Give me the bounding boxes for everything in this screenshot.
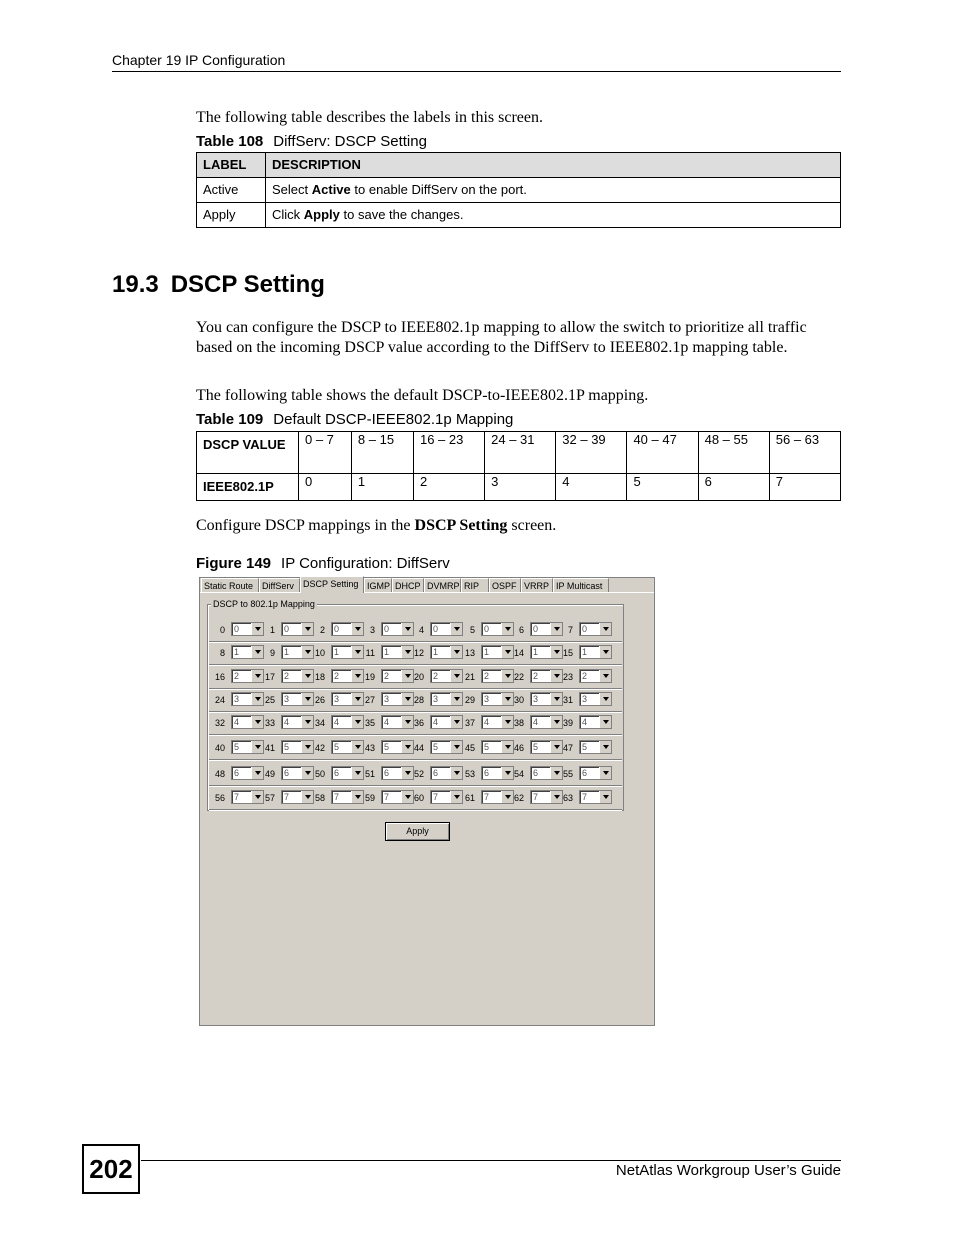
priority-value: 5 bbox=[234, 742, 240, 752]
tab-rip[interactable]: RIP bbox=[461, 578, 489, 592]
dscp-label: 35 bbox=[364, 718, 375, 728]
dscp-label: 16 bbox=[214, 672, 225, 682]
table-row: Active Select Active to enable DiffServ on the port. bbox=[197, 178, 841, 203]
priority-value: 3 bbox=[533, 694, 539, 704]
priority-value: 6 bbox=[334, 768, 340, 778]
dscp-label: 29 bbox=[464, 695, 475, 705]
dscp-label: 49 bbox=[264, 769, 275, 779]
table-108-caption: Table 108 DiffServ: DSCP Setting bbox=[196, 133, 427, 150]
mapping-row bbox=[209, 665, 622, 689]
chapter-header: Chapter 19 IP Configuration bbox=[112, 52, 286, 68]
priority-value: 1 bbox=[334, 647, 340, 657]
chevron-down-icon[interactable] bbox=[599, 646, 611, 658]
dscp-label: 26 bbox=[314, 695, 325, 705]
dscp-label: 55 bbox=[562, 769, 573, 779]
priority-value: 0 bbox=[582, 624, 588, 634]
section-heading: 19.3 DSCP Setting bbox=[112, 271, 325, 298]
priority-value: 0 bbox=[334, 624, 340, 634]
chevron-down-icon[interactable] bbox=[599, 623, 611, 635]
priority-value: 7 bbox=[484, 792, 490, 802]
dscp-label: 46 bbox=[513, 743, 524, 753]
dscp-label: 34 bbox=[314, 718, 325, 728]
dscp-label: 37 bbox=[464, 718, 475, 728]
dscp-label: 59 bbox=[364, 793, 375, 803]
chevron-down-icon[interactable] bbox=[599, 716, 611, 728]
priority-value: 7 bbox=[533, 792, 539, 802]
dscp-label: 41 bbox=[264, 743, 275, 753]
dscp-label: 14 bbox=[513, 648, 524, 658]
dscp-label: 47 bbox=[562, 743, 573, 753]
priority-value: 3 bbox=[334, 694, 340, 704]
priority-value: 1 bbox=[484, 647, 490, 657]
dscp-label: 15 bbox=[562, 648, 573, 658]
dscp-label: 53 bbox=[464, 769, 475, 779]
dscp-label: 21 bbox=[464, 672, 475, 682]
dscp-label: 39 bbox=[562, 718, 573, 728]
chevron-down-icon[interactable] bbox=[599, 791, 611, 803]
dscp-label: 61 bbox=[464, 793, 475, 803]
priority-value: 2 bbox=[533, 671, 539, 681]
priority-value: 0 bbox=[433, 624, 439, 634]
priority-value: 4 bbox=[234, 717, 240, 727]
dscp-label: 3 bbox=[369, 625, 375, 635]
priority-value: 1 bbox=[384, 647, 390, 657]
dscp-label: 7 bbox=[567, 625, 573, 635]
priority-value: 0 bbox=[234, 624, 240, 634]
priority-value: 2 bbox=[284, 671, 290, 681]
priority-select[interactable] bbox=[579, 692, 612, 706]
col-header-label: LABEL bbox=[197, 153, 266, 178]
dscp-label: 20 bbox=[413, 672, 424, 682]
priority-value: 2 bbox=[384, 671, 390, 681]
priority-select[interactable] bbox=[579, 715, 612, 729]
dscp-label: 38 bbox=[513, 718, 524, 728]
priority-value: 3 bbox=[284, 694, 290, 704]
table-109: DSCP VALUE 0 – 7 8 – 15 16 – 23 24 – 31 32 – 39 40 – 47 48 – 55 56 – 63 IEEE802.1P 0 1 2 3 4 5 6 7 bbox=[196, 431, 841, 501]
dscp-label: 32 bbox=[214, 718, 225, 728]
table-108 bbox=[196, 152, 841, 228]
dscp-label: 51 bbox=[364, 769, 375, 779]
dscp-label: 25 bbox=[264, 695, 275, 705]
tab-ospf[interactable]: OSPF bbox=[489, 578, 521, 592]
priority-value: 7 bbox=[284, 792, 290, 802]
tab-dhcp[interactable]: DHCP bbox=[392, 578, 424, 592]
intro-text: The following table describes the labels in this screen. bbox=[196, 109, 544, 126]
dscp-label: 31 bbox=[562, 695, 573, 705]
dscp-label: 8 bbox=[219, 648, 225, 658]
dscp-label: 23 bbox=[562, 672, 573, 682]
priority-value: 6 bbox=[582, 768, 588, 778]
mapping-row bbox=[209, 786, 622, 810]
mapping-row bbox=[209, 711, 622, 735]
priority-value: 0 bbox=[384, 624, 390, 634]
priority-value: 5 bbox=[384, 742, 390, 752]
priority-value: 1 bbox=[433, 647, 439, 657]
priority-value: 6 bbox=[234, 768, 240, 778]
priority-value: 6 bbox=[384, 768, 390, 778]
priority-value: 2 bbox=[433, 671, 439, 681]
priority-value: 5 bbox=[484, 742, 490, 752]
dscp-label: 45 bbox=[464, 743, 475, 753]
dscp-label: 11 bbox=[365, 648, 375, 658]
priority-select[interactable] bbox=[579, 622, 612, 636]
priority-value: 3 bbox=[433, 694, 439, 704]
body-paragraph: You can configure the DSCP to IEEE802.1p mapping to allow the switch to prioritize all traffic based on the incoming DSCP value according to the DiffServ to IEEE802.1p mapping table. bbox=[196, 319, 807, 356]
priority-value: 3 bbox=[484, 694, 490, 704]
page-number: 202 bbox=[82, 1144, 140, 1194]
chevron-down-icon[interactable] bbox=[599, 767, 611, 779]
priority-value: 7 bbox=[433, 792, 439, 802]
body-paragraph: Configure DSCP mappings in the DSCP Setting screen. bbox=[196, 517, 557, 534]
table-row: Apply Click Apply to save the changes. bbox=[197, 203, 841, 228]
body-paragraph: The following table shows the default DSCP-to-IEEE802.1P mapping. bbox=[196, 387, 649, 404]
dscp-label: 6 bbox=[518, 625, 524, 635]
dscp-label: 12 bbox=[413, 648, 424, 658]
dscp-label: 28 bbox=[413, 695, 424, 705]
priority-value: 0 bbox=[533, 624, 539, 634]
dscp-label: 58 bbox=[314, 793, 325, 803]
priority-value: 7 bbox=[234, 792, 240, 802]
tab-static-route[interactable]: Static Route bbox=[201, 578, 259, 592]
row-header-dscp: DSCP VALUE bbox=[197, 432, 299, 474]
priority-value: 1 bbox=[284, 647, 290, 657]
priority-select[interactable] bbox=[579, 766, 612, 780]
priority-value: 5 bbox=[334, 742, 340, 752]
chevron-down-icon[interactable] bbox=[599, 693, 611, 705]
mapping-row bbox=[209, 641, 622, 665]
priority-value: 4 bbox=[433, 717, 439, 727]
apply-button[interactable]: Apply bbox=[385, 822, 450, 841]
dscp-label: 33 bbox=[264, 718, 275, 728]
tab-igmp[interactable]: IGMP bbox=[364, 578, 392, 592]
dscp-label: 2 bbox=[319, 625, 325, 635]
priority-value: 6 bbox=[433, 768, 439, 778]
dscp-label: 4 bbox=[418, 625, 424, 635]
dscp-label: 43 bbox=[364, 743, 375, 753]
dscp-label: 19 bbox=[364, 672, 375, 682]
priority-select[interactable] bbox=[579, 740, 612, 754]
priority-value: 1 bbox=[234, 647, 240, 657]
tab-vrrp[interactable]: VRRP bbox=[521, 578, 553, 592]
tab-ip-multicast[interactable]: IP Multicast bbox=[553, 578, 609, 592]
priority-value: 7 bbox=[582, 792, 588, 802]
priority-value: 2 bbox=[334, 671, 340, 681]
chevron-down-icon[interactable] bbox=[599, 741, 611, 753]
priority-value: 0 bbox=[484, 624, 490, 634]
priority-value: 2 bbox=[484, 671, 490, 681]
tab-dscp-setting[interactable]: DSCP Setting bbox=[300, 576, 364, 593]
dscp-label: 48 bbox=[214, 769, 225, 779]
dscp-label: 18 bbox=[314, 672, 325, 682]
mapping-row bbox=[209, 762, 622, 786]
priority-value: 4 bbox=[334, 717, 340, 727]
priority-value: 3 bbox=[582, 694, 588, 704]
dscp-label: 44 bbox=[413, 743, 424, 753]
col-header-description: DESCRIPTION bbox=[266, 153, 841, 178]
priority-value: 0 bbox=[284, 624, 290, 634]
dscp-label: 62 bbox=[513, 793, 524, 803]
priority-value: 4 bbox=[284, 717, 290, 727]
priority-value: 4 bbox=[384, 717, 390, 727]
dscp-label: 40 bbox=[214, 743, 225, 753]
dscp-label: 36 bbox=[413, 718, 424, 728]
row-header-ieee: IEEE802.1P bbox=[197, 474, 299, 501]
priority-value: 6 bbox=[484, 768, 490, 778]
dscp-label: 27 bbox=[364, 695, 375, 705]
priority-select[interactable] bbox=[579, 645, 612, 659]
figure-caption: Figure 149 IP Configuration: DiffServ bbox=[196, 555, 450, 572]
priority-value: 7 bbox=[384, 792, 390, 802]
priority-value: 1 bbox=[582, 647, 588, 657]
tab-underline bbox=[200, 592, 654, 593]
priority-value: 1 bbox=[533, 647, 539, 657]
dscp-label: 42 bbox=[314, 743, 325, 753]
header-rule bbox=[112, 71, 841, 72]
mapping-group-label: DSCP to 802.1p Mapping bbox=[213, 599, 315, 609]
footer-guide-title: NetAtlas Workgroup User’s Guide bbox=[615, 1162, 841, 1179]
priority-value: 3 bbox=[234, 694, 240, 704]
priority-value: 4 bbox=[484, 717, 490, 727]
table-109-caption: Table 109 Default DSCP-IEEE802.1p Mapping bbox=[196, 411, 514, 428]
dscp-label: 60 bbox=[413, 793, 424, 803]
priority-value: 5 bbox=[533, 742, 539, 752]
priority-value: 6 bbox=[533, 768, 539, 778]
dscp-label: 57 bbox=[264, 793, 275, 803]
dscp-label: 1 bbox=[269, 625, 275, 635]
footer-rule bbox=[141, 1160, 841, 1161]
dscp-label: 22 bbox=[513, 672, 524, 682]
priority-value: 2 bbox=[582, 671, 588, 681]
dscp-label: 17 bbox=[264, 672, 275, 682]
tab-dvmrp[interactable]: DVMRP bbox=[424, 578, 461, 592]
dscp-label: 5 bbox=[469, 625, 475, 635]
priority-value: 5 bbox=[284, 742, 290, 752]
dscp-label: 52 bbox=[413, 769, 424, 779]
priority-value: 5 bbox=[582, 742, 588, 752]
priority-value: 4 bbox=[533, 717, 539, 727]
dscp-label: 50 bbox=[314, 769, 325, 779]
mapping-row bbox=[209, 688, 622, 712]
dscp-label: 63 bbox=[562, 793, 573, 803]
priority-value: 4 bbox=[582, 717, 588, 727]
dscp-label: 54 bbox=[513, 769, 524, 779]
priority-value: 5 bbox=[433, 742, 439, 752]
chevron-down-icon[interactable] bbox=[599, 670, 611, 682]
dscp-label: 9 bbox=[269, 648, 275, 658]
priority-select[interactable] bbox=[579, 790, 612, 804]
dscp-label: 24 bbox=[214, 695, 225, 705]
dscp-label: 0 bbox=[219, 625, 225, 635]
tab-diffserv[interactable]: DiffServ bbox=[259, 578, 300, 592]
dscp-label: 56 bbox=[214, 793, 225, 803]
dscp-label: 13 bbox=[464, 648, 475, 658]
priority-value: 6 bbox=[284, 768, 290, 778]
priority-value: 7 bbox=[334, 792, 340, 802]
priority-select[interactable] bbox=[579, 669, 612, 683]
priority-value: 2 bbox=[234, 671, 240, 681]
mapping-row bbox=[209, 736, 622, 760]
priority-value: 3 bbox=[384, 694, 390, 704]
mapping-row bbox=[209, 618, 622, 642]
dscp-label: 10 bbox=[314, 648, 325, 658]
dscp-label: 30 bbox=[513, 695, 524, 705]
